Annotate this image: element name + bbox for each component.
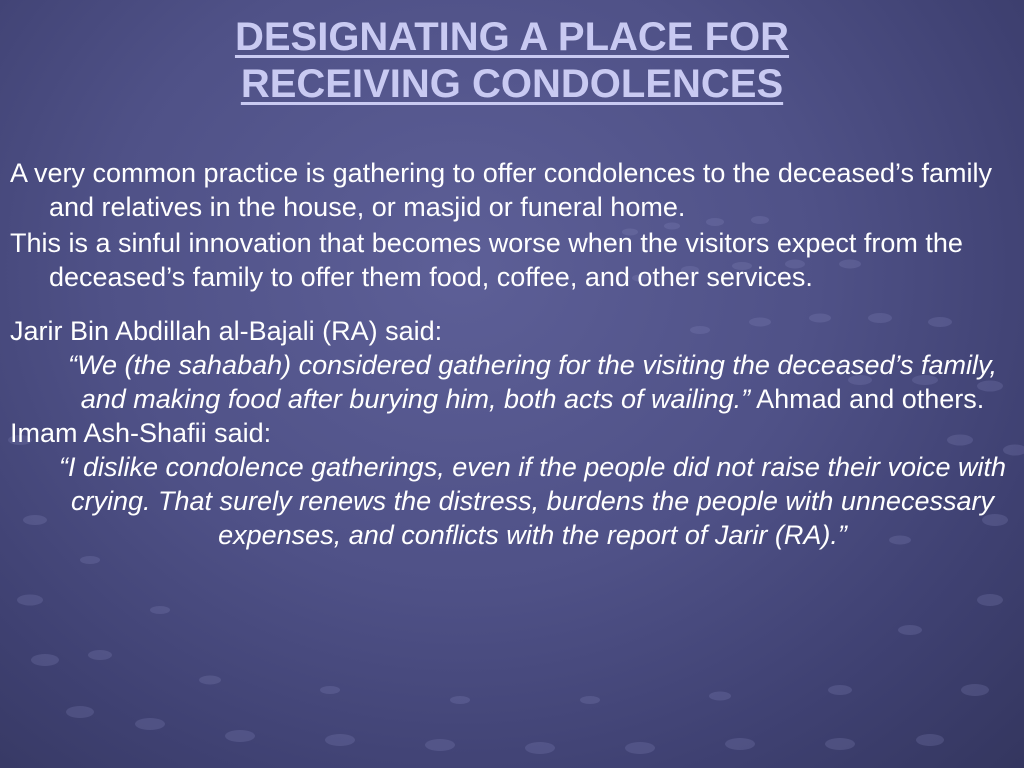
paragraph-sinful-innovation: This is a sinful innovation that becomes worse when the visitors expect from the deceased’s family to offer them food, coffee, and other services. [10, 228, 963, 292]
paragraph-common-practice: A very common practice is gathering to offer condolences to the deceased’s family and relatives in the house, or masjid or funeral home. [10, 158, 993, 222]
slide-title-line-1: DESIGNATING A PLACE FOR [234, 15, 790, 59]
slide-title [0, 14, 1024, 108]
narration-shafii-quote: “I dislike condolence gatherings, even if the people did not raise their voice with crying. That surely renews the distress, burdens the people with unnecessary expenses, and conflicts with the report of Jarir (RA).” [58, 452, 1007, 550]
jarir-quote-text: “We (the sahabah) considered gathering for the visiting the deceased’s family, and making food after burying him, both acts of wailing.” [67, 350, 998, 414]
slide-body [10, 156, 1016, 552]
narration-jarir-intro: Jarir Bin Abdillah al-Bajali (RA) said: [10, 316, 443, 346]
jarir-quote-source: Ahmad and others. [750, 384, 985, 414]
narration-shafii-intro: Imam Ash-Shafii said: [10, 418, 272, 448]
slide-title-line-2: RECEIVING CONDOLENCES [240, 62, 784, 106]
narration-jarir-quote [10, 348, 1016, 416]
